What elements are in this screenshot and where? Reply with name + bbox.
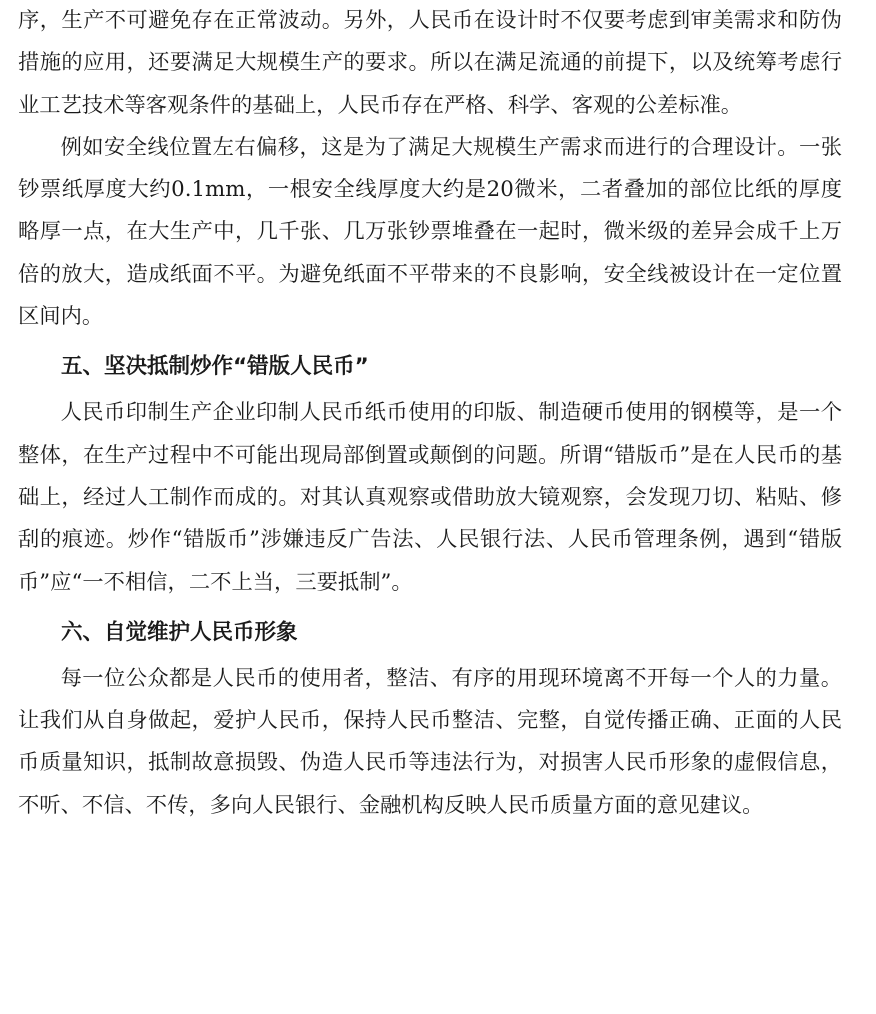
document-page — [18, 0, 842, 827]
paragraph-error-notes: 人民币印制生产企业印制人民币纸币使用的印版、制造硬币使用的钢模等，是一个整体，在生产过程中不可能出现局部倒置或颠倒的问题。所谓“错版币”是在人民币的基础上，经过人工制作而成的。对其认真观察或借助放大镜观察，会发现刀切、粘贴、修刮的痕迹。炒作“错版币”涉嫌违反广告法、人民银行法、人民币管理条例，遇到“错版币”应“一不相信，二不上当，三要抵制”。 — [18, 400, 842, 595]
spacer — [18, 604, 842, 608]
paragraph-public-image: 每一位公众都是人民币的使用者，整洁、有序的用现环境离不开每一个人的力量。让我们从自身做起，爱护人民币，保持人民币整洁、完整，自觉传播正确、正面的人民币质量知识，抵制故意损毁、伪造人民币等违法行为，对损害人民币形象的虚假信息，不听、不信、不传，多向人民银行、金融机构反映人民币质量方面的意见建议。 — [18, 665, 842, 818]
paragraph-continuation: 序，生产不可避免存在正常波动。另外，人民币在设计时不仅要考虑到审美需求和防伪措施的应用，还要满足大规模生产的要求。所以在满足流通的前提下，以及统筹考虑行业工艺技术等客观条件的基础上，人民币存在严格、科学、客观的公差标准。 — [18, 8, 842, 118]
paragraph-security-thread: 例如安全线位置左右偏移，这是为了满足大规模生产需求而进行的合理设计。一张钞票纸厚度大约0.1mm，一根安全线厚度大约是20微米，二者叠加的部位比纸的厚度略厚一点，在大生产中，几千张、几万张钞票堆叠在一起时，微米级的差异会成千上万倍的放大，造成纸面不平。为避免纸面不平带来的不良影响，安全线被设计在一定位置区间内。 — [18, 134, 842, 330]
section-heading-5: 五、坚决抵制炒作“错版人民币” — [61, 354, 369, 380]
spacer — [18, 338, 842, 342]
section-heading-6: 六、自觉维护人民币形象 — [61, 619, 298, 645]
